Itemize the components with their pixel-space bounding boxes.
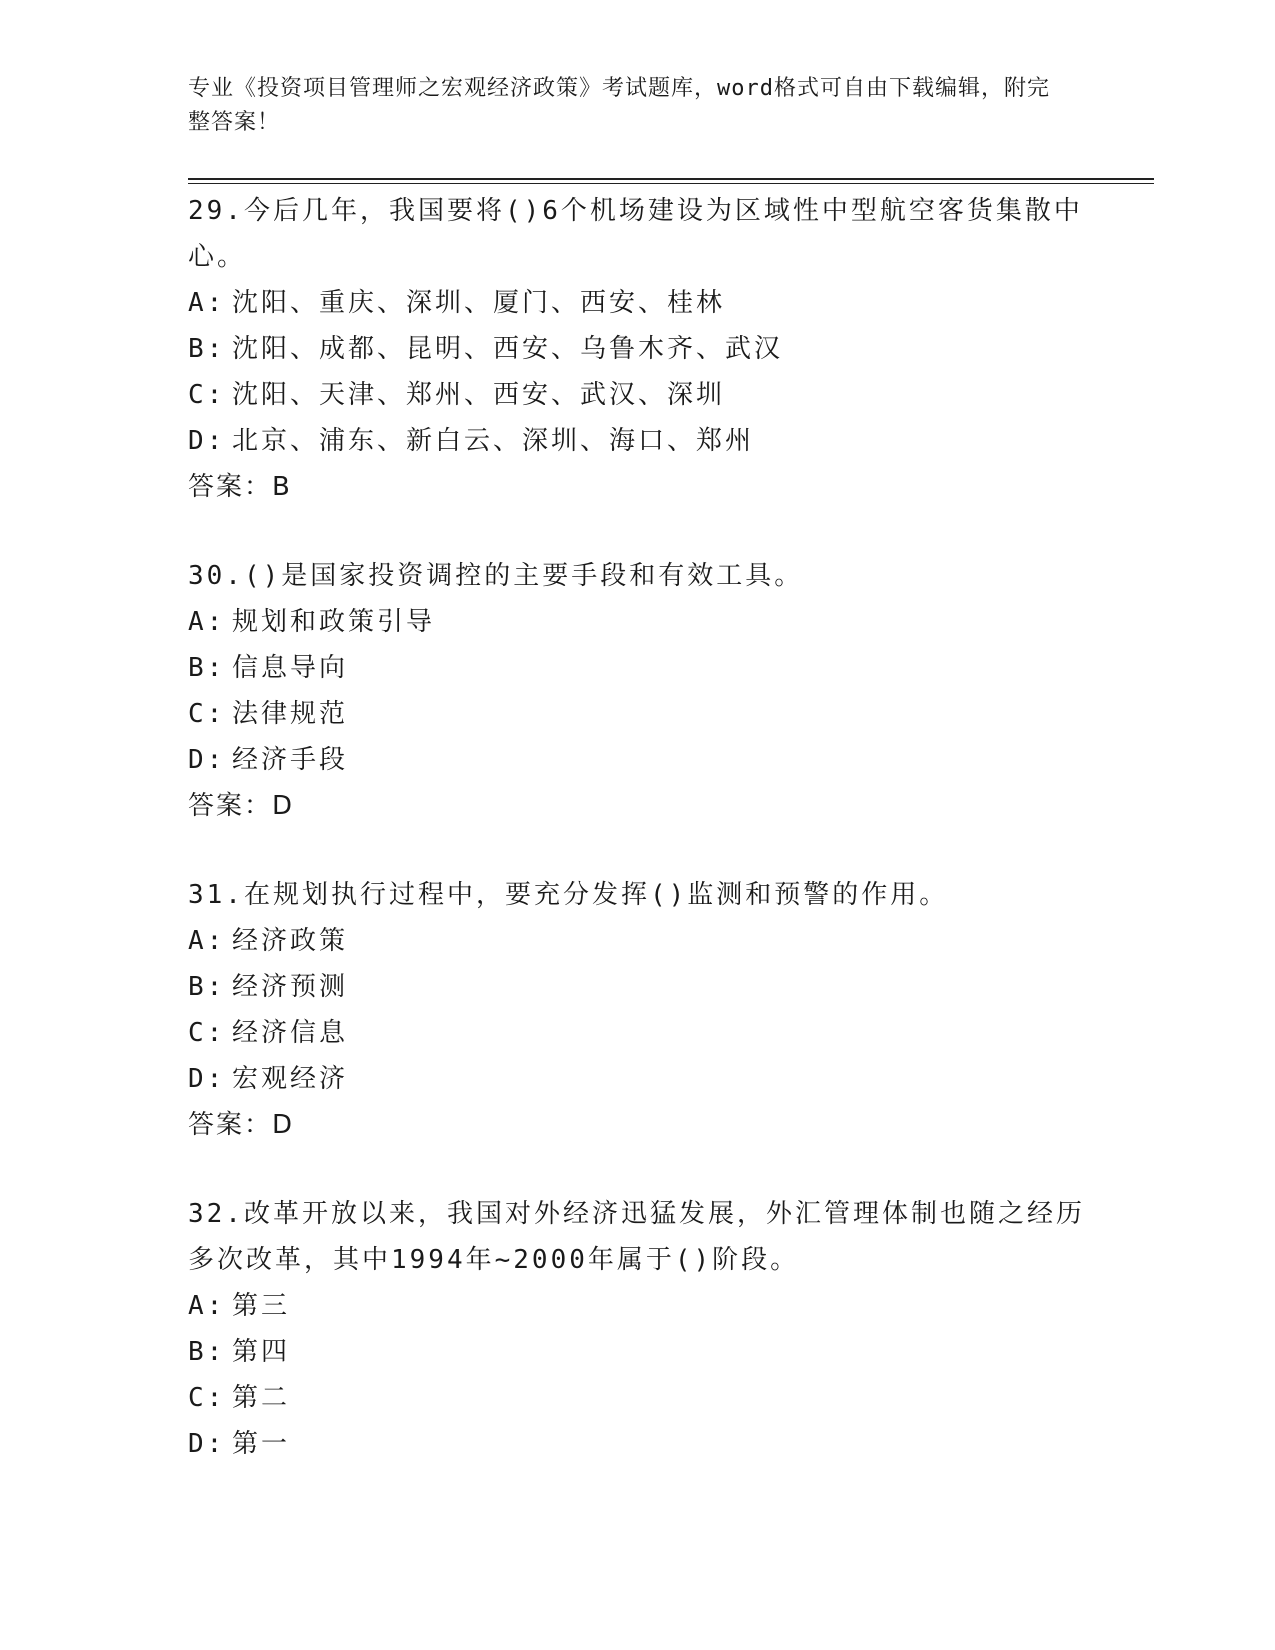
option-text: 经济预测 (232, 972, 349, 1002)
option-a (188, 280, 1088, 326)
header-divider-thin (188, 183, 1154, 184)
option-letter: D: (188, 1064, 226, 1094)
option-text: 法律规范 (232, 699, 349, 729)
option-text: 信息导向 (232, 653, 349, 683)
question-29 (188, 188, 1088, 510)
option-text: 第四 (232, 1337, 291, 1367)
answer-line: 答案：B (188, 472, 292, 502)
option-letter: B: (188, 972, 226, 1002)
option-letter: A: (188, 926, 226, 956)
option-letter: C: (188, 699, 226, 729)
answer-line: 答案：D (188, 1110, 295, 1140)
option-text: 第一 (232, 1429, 291, 1459)
option-letter: A: (188, 607, 226, 637)
option-letter: B: (188, 334, 226, 364)
option-d (188, 1421, 1088, 1467)
option-c (188, 1010, 1088, 1056)
question-stem: 30.()是国家投资调控的主要手段和有效工具。 (188, 561, 804, 591)
option-text: 沈阳、天津、郑州、西安、武汉、深圳 (232, 380, 726, 410)
option-text: 规划和政策引导 (232, 607, 436, 637)
option-letter: C: (188, 1018, 226, 1048)
option-text: 宏观经济 (232, 1064, 349, 1094)
option-c (188, 691, 1088, 737)
option-b (188, 326, 1088, 372)
question-stem: 29.今后几年，我国要将()6个机场建设为区域性中型航空客货集散中心。 (188, 196, 1083, 272)
option-text: 沈阳、重庆、深圳、厦门、西安、桂林 (232, 288, 726, 318)
option-letter: C: (188, 1383, 226, 1413)
option-letter: D: (188, 1429, 226, 1459)
header-divider-thick (188, 178, 1154, 180)
option-d (188, 737, 1088, 783)
option-b (188, 964, 1088, 1010)
question-30 (188, 553, 1088, 829)
option-text: 北京、浦东、新白云、深圳、海口、郑州 (232, 426, 755, 456)
option-d (188, 418, 1088, 464)
question-stem: 32.改革开放以来，我国对外经济迅猛发展，外汇管理体制也随之经历多次改革，其中1994年~2000年属于()阶段。 (188, 1199, 1085, 1275)
option-letter: A: (188, 288, 226, 318)
option-text: 第二 (232, 1383, 291, 1413)
question-stem: 31.在规划执行过程中，要充分发挥()监测和预警的作用。 (188, 880, 949, 910)
option-letter: D: (188, 745, 226, 775)
option-a (188, 599, 1088, 645)
option-letter: B: (188, 1337, 226, 1367)
option-letter: D: (188, 426, 226, 456)
question-31 (188, 872, 1088, 1148)
answer-line: 答案：D (188, 791, 295, 821)
option-text: 经济政策 (232, 926, 349, 956)
option-d (188, 1056, 1088, 1102)
option-text: 第三 (232, 1291, 291, 1321)
option-a (188, 1283, 1088, 1329)
option-b (188, 645, 1088, 691)
option-text: 经济手段 (232, 745, 349, 775)
option-letter: B: (188, 653, 226, 683)
document-page (188, 0, 1158, 1650)
option-c (188, 372, 1088, 418)
question-list (188, 188, 1088, 1510)
option-letter: C: (188, 380, 226, 410)
option-text: 沈阳、成都、昆明、西安、乌鲁木齐、武汉 (232, 334, 784, 364)
document-header: 专业《投资项目管理师之宏观经济政策》考试题库，word格式可自由下载编辑，附完整答案！ (188, 76, 1050, 135)
option-text: 经济信息 (232, 1018, 349, 1048)
option-a (188, 918, 1088, 964)
question-32 (188, 1191, 1088, 1467)
option-c (188, 1375, 1088, 1421)
option-b (188, 1329, 1088, 1375)
option-letter: A: (188, 1291, 226, 1321)
